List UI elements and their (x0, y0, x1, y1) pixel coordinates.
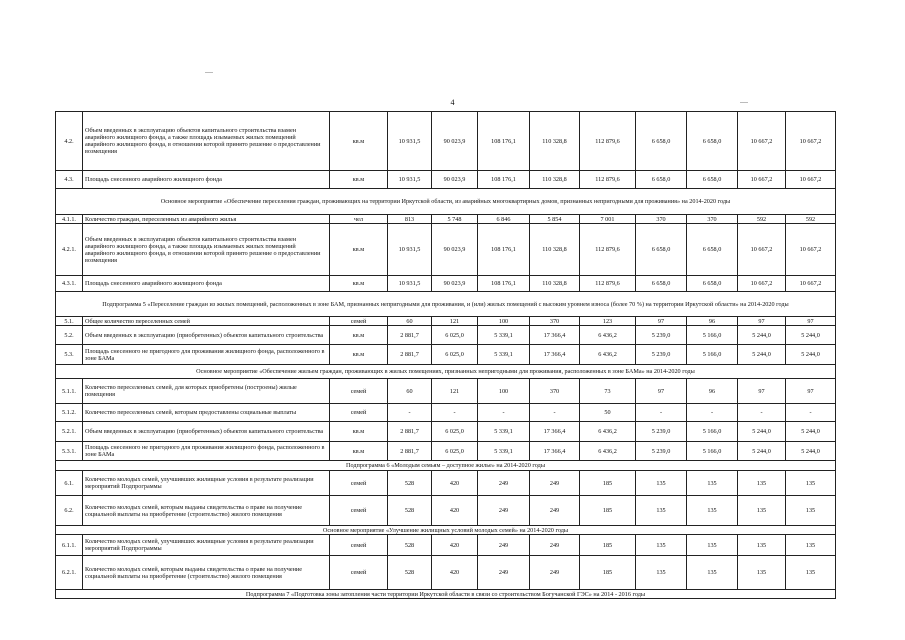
section-header-row (56, 461, 836, 471)
unit: кв.м (330, 112, 388, 171)
value-cell: 97 (786, 379, 836, 404)
value-cell: 135 (738, 496, 786, 526)
value-cell: 135 (786, 471, 836, 496)
value-cell: 528 (388, 556, 432, 590)
unit: чел (330, 215, 388, 224)
value-cell: 135 (636, 556, 687, 590)
table-row (56, 171, 836, 189)
value-cell: 2 881,7 (388, 345, 432, 365)
value-cell: 420 (432, 535, 478, 556)
table-row (56, 496, 836, 526)
value-cell: 5 166,0 (687, 422, 738, 442)
section-header-row (56, 365, 836, 379)
value-cell: 10 931,5 (388, 112, 432, 171)
row-number: 5.1.1. (56, 379, 83, 404)
value-cell: 5 748 (432, 215, 478, 224)
value-cell: 5 244,0 (738, 345, 786, 365)
value-cell: 6 436,2 (580, 326, 636, 345)
value-cell: 97 (636, 317, 687, 326)
unit: кв.м (330, 326, 388, 345)
value-cell: - (388, 404, 432, 422)
value-cell: 135 (687, 471, 738, 496)
value-cell: 5 854 (530, 215, 580, 224)
value-cell: 108 176,1 (478, 171, 530, 189)
table-row (56, 379, 836, 404)
value-cell: 6 025,0 (432, 345, 478, 365)
indicator-name: Количество молодых семей, улучшивших жилищные условия в результате реализации мероприятий Подпрограммы (83, 535, 330, 556)
indicator-name: Площадь снесенного аварийного жилищного фонда (83, 171, 330, 189)
section-title: Основное мероприятие «Улучшение жилищных условий молодых семей» на 2014-2020 годы (56, 526, 836, 535)
value-cell: 108 176,1 (478, 276, 530, 292)
value-cell: 6 846 (478, 215, 530, 224)
value-cell: 135 (687, 496, 738, 526)
value-cell: 5 244,0 (738, 326, 786, 345)
value-cell: 5 339,1 (478, 345, 530, 365)
value-cell: 10 931,5 (388, 224, 432, 276)
row-number: 5.2. (56, 326, 83, 345)
value-cell: 10 667,2 (786, 224, 836, 276)
table-row (56, 326, 836, 345)
value-cell: 6 658,0 (636, 224, 687, 276)
section-title: Подпрограмма 7 «Подготовка зоны затопления части территории Иркутской области в связи со строительством Богучанской ГЭС» на 2014 - 2016 годы (56, 590, 836, 599)
table-row (56, 404, 836, 422)
value-cell: 5 244,0 (786, 345, 836, 365)
value-cell: 249 (530, 556, 580, 590)
value-cell: 10 667,2 (786, 171, 836, 189)
value-cell: 17 366,4 (530, 326, 580, 345)
table-row (56, 471, 836, 496)
table-row (56, 442, 836, 461)
value-cell: 528 (388, 471, 432, 496)
value-cell: 5 239,0 (636, 442, 687, 461)
indicator-name: Количество молодых семей, улучшивших жилищные условия в результате реализации мероприятий Подпрограммы (83, 471, 330, 496)
table-row (56, 215, 836, 224)
value-cell: 60 (388, 317, 432, 326)
value-cell: 135 (636, 471, 687, 496)
value-cell: 2 881,7 (388, 422, 432, 442)
value-cell: - (530, 404, 580, 422)
value-cell: 96 (687, 317, 738, 326)
unit: семей (330, 496, 388, 526)
value-cell: 2 881,7 (388, 442, 432, 461)
indicators-table (55, 111, 836, 599)
value-cell: 6 658,0 (687, 224, 738, 276)
value-cell: 249 (478, 535, 530, 556)
value-cell: 112 879,6 (580, 276, 636, 292)
value-cell: 135 (738, 471, 786, 496)
value-cell: 112 879,6 (580, 171, 636, 189)
value-cell: 5 166,0 (687, 326, 738, 345)
value-cell: 185 (580, 496, 636, 526)
indicator-name: Количество молодых семей, которым выданы свидетельства о праве на получение социальной выплаты на приобретение (строительство) жилого помещения (83, 496, 330, 526)
value-cell: 185 (580, 556, 636, 590)
indicator-name: Количество граждан, переселенных из аварийного жилья (83, 215, 330, 224)
section-header-row (56, 590, 836, 599)
value-cell: 370 (530, 379, 580, 404)
indicator-name: Объем введенных в эксплуатацию объектов капитального строительства взамен аварийного жилищного фонда, а также площадь изымаемых жилых помещений аварийного жилищного фонда, в отношении которой принято решение о предоставлении возмещения (83, 224, 330, 276)
indicator-name: Количество переселенных семей, которым предоставлены социальные выплаты (83, 404, 330, 422)
indicator-name: Площадь снесенного аварийного жилищного фонда (83, 276, 330, 292)
value-cell: 185 (580, 471, 636, 496)
indicator-name: Площадь снесенного не пригодного для проживания жилищного фонда, расположенного в зоне БАМа (83, 345, 330, 365)
unit: семей (330, 317, 388, 326)
unit: семей (330, 556, 388, 590)
value-cell: 135 (687, 535, 738, 556)
value-cell: 6 658,0 (636, 276, 687, 292)
value-cell: 100 (478, 379, 530, 404)
value-cell: 420 (432, 471, 478, 496)
value-cell: 123 (580, 317, 636, 326)
value-cell: - (636, 404, 687, 422)
table-row (56, 276, 836, 292)
value-cell: 112 879,6 (580, 224, 636, 276)
value-cell: - (738, 404, 786, 422)
scan-mark (205, 72, 213, 73)
value-cell: 17 366,4 (530, 345, 580, 365)
value-cell: 135 (786, 496, 836, 526)
value-cell: 97 (738, 379, 786, 404)
section-title: Подпрограмма 6 «Молодым семьям – доступное жилье» на 2014-2020 годы (56, 461, 836, 471)
table-row (56, 112, 836, 171)
value-cell: 135 (636, 535, 687, 556)
row-number: 4.1.1. (56, 215, 83, 224)
indicator-name: Объем введенных в эксплуатацию (приобретенных) объектов капитального строительства (83, 326, 330, 345)
row-number: 6.2. (56, 496, 83, 526)
unit: кв.м (330, 345, 388, 365)
indicator-name: Объем введенных в эксплуатацию (приобретенных) объектов капитального строительства (83, 422, 330, 442)
value-cell: 5 244,0 (786, 422, 836, 442)
value-cell: 6 436,2 (580, 345, 636, 365)
value-cell: 249 (530, 535, 580, 556)
indicator-name: Количество переселенных семей, для которых приобретены (построены) жилые помещения (83, 379, 330, 404)
value-cell: 370 (636, 215, 687, 224)
indicator-name: Количество молодых семей, которым выданы свидетельства о праве на получение социальной выплаты на приобретение (строительство) жилого помещения (83, 556, 330, 590)
row-number: 5.1. (56, 317, 83, 326)
value-cell: 5 166,0 (687, 345, 738, 365)
row-number: 5.3.1. (56, 442, 83, 461)
table-row (56, 345, 836, 365)
indicator-name: Объем введенных в эксплуатацию объектов капитального строительства взамен аварийного жилищного фонда, а также площадь изымаемых жилых помещений аварийного жилищного фонда, в отношении которой принято решение о предоставлении возмещения (83, 112, 330, 171)
value-cell: 6 658,0 (687, 171, 738, 189)
value-cell: 249 (478, 496, 530, 526)
page-number: 4 (450, 98, 455, 107)
value-cell: 73 (580, 379, 636, 404)
value-cell: 528 (388, 535, 432, 556)
unit: семей (330, 379, 388, 404)
value-cell: 5 339,1 (478, 326, 530, 345)
unit: кв.м (330, 171, 388, 189)
table-row (56, 224, 836, 276)
value-cell: 121 (432, 317, 478, 326)
value-cell: 2 881,7 (388, 326, 432, 345)
value-cell: 528 (388, 496, 432, 526)
value-cell: 90 023,9 (432, 171, 478, 189)
row-number: 4.3.1. (56, 276, 83, 292)
value-cell: 10 667,2 (786, 112, 836, 171)
row-number: 6.1.1. (56, 535, 83, 556)
value-cell: 6 025,0 (432, 422, 478, 442)
section-header-row (56, 189, 836, 215)
value-cell: 108 176,1 (478, 112, 530, 171)
value-cell: 135 (738, 535, 786, 556)
value-cell: - (687, 404, 738, 422)
value-cell: 112 879,6 (580, 112, 636, 171)
section-title: Подпрограмма 5 «Переселение граждан из жилых помещений, расположенных в зоне БАМ, признанных непригодными для проживания, и (или) жилых помещений с высоким уровнем износа (более 70 %) на территории Иркутской области» на 2014-2020 годы (56, 292, 836, 317)
value-cell: 97 (738, 317, 786, 326)
row-number: 4.3. (56, 171, 83, 189)
row-number: 5.3. (56, 345, 83, 365)
value-cell: 6 658,0 (687, 276, 738, 292)
value-cell: 6 658,0 (687, 112, 738, 171)
value-cell: 60 (388, 379, 432, 404)
indicator-name: Площадь снесенного не пригодного для проживания жилищного фонда, расположенного в зоне БАМа (83, 442, 330, 461)
value-cell: 6 436,2 (580, 442, 636, 461)
value-cell: 10 667,2 (738, 112, 786, 171)
value-cell: 5 244,0 (738, 422, 786, 442)
row-number: 5.2.1. (56, 422, 83, 442)
value-cell: 6 025,0 (432, 442, 478, 461)
value-cell: 17 366,4 (530, 422, 580, 442)
value-cell: 370 (687, 215, 738, 224)
value-cell: 813 (388, 215, 432, 224)
value-cell: 10 667,2 (738, 171, 786, 189)
value-cell: 6 436,2 (580, 422, 636, 442)
value-cell: 6 658,0 (636, 171, 687, 189)
value-cell: 6 025,0 (432, 326, 478, 345)
value-cell: 249 (478, 471, 530, 496)
unit: семей (330, 404, 388, 422)
section-header-row (56, 292, 836, 317)
unit: кв.м (330, 422, 388, 442)
row-number: 6.1. (56, 471, 83, 496)
value-cell: 249 (530, 496, 580, 526)
value-cell: 5 166,0 (687, 442, 738, 461)
value-cell: 97 (786, 317, 836, 326)
row-number: 6.2.1. (56, 556, 83, 590)
value-cell: 592 (738, 215, 786, 224)
value-cell: 135 (738, 556, 786, 590)
value-cell: 370 (530, 317, 580, 326)
section-header-row (56, 526, 836, 535)
value-cell: 90 023,9 (432, 112, 478, 171)
value-cell: 5 339,1 (478, 422, 530, 442)
unit: кв.м (330, 224, 388, 276)
unit: кв.м (330, 442, 388, 461)
value-cell: 50 (580, 404, 636, 422)
value-cell: - (786, 404, 836, 422)
value-cell: 90 023,9 (432, 224, 478, 276)
value-cell: 121 (432, 379, 478, 404)
row-number: 5.1.2. (56, 404, 83, 422)
value-cell: 90 023,9 (432, 276, 478, 292)
value-cell: 17 366,4 (530, 442, 580, 461)
value-cell: - (478, 404, 530, 422)
value-cell: 10 667,2 (786, 276, 836, 292)
value-cell: 249 (530, 471, 580, 496)
value-cell: 135 (636, 496, 687, 526)
value-cell: 135 (786, 535, 836, 556)
value-cell: 10 931,5 (388, 171, 432, 189)
unit: семей (330, 471, 388, 496)
value-cell: 10 667,2 (738, 224, 786, 276)
section-title: Основное мероприятие «Обеспечение жильем граждан, проживающих в жилых помещениях, признанных непригодными для проживания, расположенных в зоне БАМа» на 2014-2020 годы (56, 365, 836, 379)
value-cell: 249 (478, 556, 530, 590)
value-cell: 5 239,0 (636, 326, 687, 345)
table-row (56, 535, 836, 556)
table-row (56, 422, 836, 442)
value-cell: 5 339,1 (478, 442, 530, 461)
value-cell: 100 (478, 317, 530, 326)
value-cell: 110 328,8 (530, 171, 580, 189)
value-cell: 7 001 (580, 215, 636, 224)
value-cell: 135 (687, 556, 738, 590)
value-cell: 592 (786, 215, 836, 224)
value-cell: 10 931,5 (388, 276, 432, 292)
value-cell: 185 (580, 535, 636, 556)
section-title: Основное мероприятие «Обеспечение переселения граждан, проживающих на территории Иркутской области, из аварийных многоквартирных домов, признанных непригодными для проживания» на 2014-2020 годы (56, 189, 836, 215)
unit: кв.м (330, 276, 388, 292)
row-number: 4.2.1. (56, 224, 83, 276)
value-cell: 96 (687, 379, 738, 404)
value-cell: 5 244,0 (786, 442, 836, 461)
scan-mark (740, 102, 748, 103)
value-cell: 5 239,0 (636, 422, 687, 442)
table-row (56, 317, 836, 326)
table-row (56, 556, 836, 590)
value-cell: 420 (432, 496, 478, 526)
indicator-name: Общее количество переселенных семей (83, 317, 330, 326)
value-cell: 5 239,0 (636, 345, 687, 365)
value-cell: 110 328,8 (530, 276, 580, 292)
value-cell: 110 328,8 (530, 224, 580, 276)
value-cell: 110 328,8 (530, 112, 580, 171)
row-number: 4.2. (56, 112, 83, 171)
unit: семей (330, 535, 388, 556)
value-cell: 135 (786, 556, 836, 590)
value-cell: 5 244,0 (786, 326, 836, 345)
value-cell: 97 (636, 379, 687, 404)
value-cell: 5 244,0 (738, 442, 786, 461)
value-cell: 10 667,2 (738, 276, 786, 292)
value-cell: 420 (432, 556, 478, 590)
value-cell: 108 176,1 (478, 224, 530, 276)
value-cell: 6 658,0 (636, 112, 687, 171)
value-cell: - (432, 404, 478, 422)
